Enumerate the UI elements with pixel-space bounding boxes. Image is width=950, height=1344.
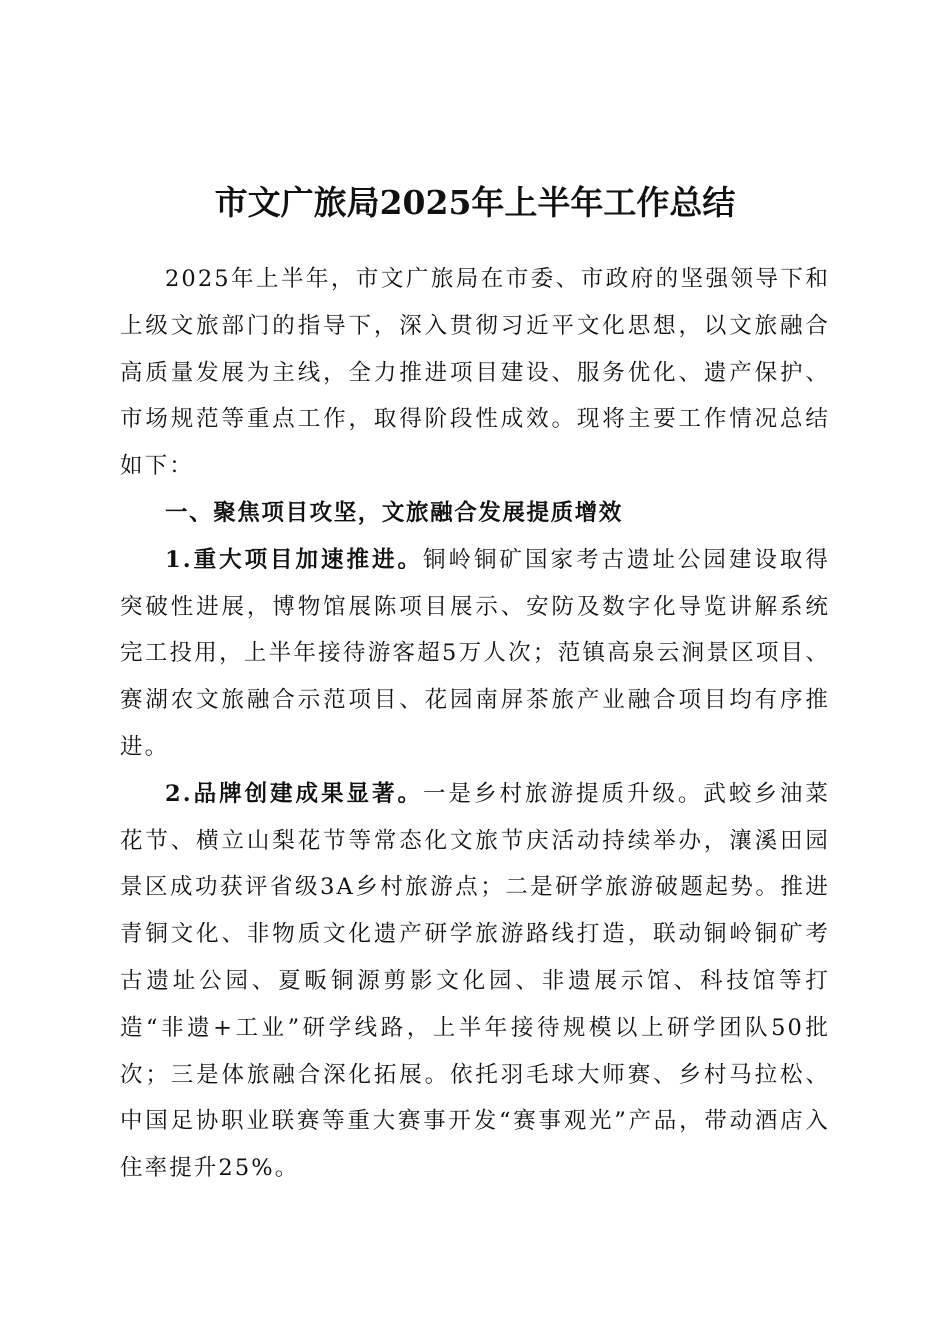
item-lead-2: 2.品牌创建成果显著。 xyxy=(165,780,424,807)
intro-paragraph: 2025年上半年，市文广旅局在市委、市政府的坚强领导下和上级文旅部门的指导下，深入贯彻习近平文化思想，以文旅融合高质量发展为主线，全力推进项目建设、服务优化、遗产保护、市场规范等重点工作，取得阶段性成效。现将主要工作情况总结如下： xyxy=(120,266,830,480)
item-text-2: 一是乡村旅游提质升级。武蛟乡油菜花节、横立山梨花节等常态化文旅节庆活动持续举办，瀼溪田园景区成功获评省级3A乡村旅游点；二是研学旅游破题起势。推进青铜文化、非物质文化遗产研学旅游路线打造，联动铜岭铜矿考古遗址公园、夏畈铜源剪影文化园、非遗展示馆、科技馆等打造“非遗+工业”研学线路，上半年接待规模以上研学团队50批次；三是体旅融合深化拓展。依托羽毛球大师赛、乡村马拉松、中国足协职业联赛等重大赛事开发“赛事观光”产品，带动酒店入住率提升25%。 xyxy=(120,780,830,1182)
item-lead-1: 1.重大项目加速推进。 xyxy=(165,546,424,573)
item-text-1: 铜岭铜矿国家考古遗址公园建设取得突破性进展，博物馆展陈项目展示、安防及数字化导览讲解系统完工投用，上半年接待游客超5万人次；范镇高泉云涧景区项目、赛湖农文旅融合示范项目、花园南屏茶旅产业融合项目均有序推进。 xyxy=(120,546,830,760)
item-paragraph-2 xyxy=(120,771,830,1192)
document-title: 市文广旅局2025年上半年工作总结 xyxy=(214,183,736,222)
item-paragraph-1 xyxy=(120,537,830,771)
document-body xyxy=(120,256,830,1192)
section-heading: 一、聚焦项目攻坚，文旅融合发展提质增效 xyxy=(165,499,623,526)
